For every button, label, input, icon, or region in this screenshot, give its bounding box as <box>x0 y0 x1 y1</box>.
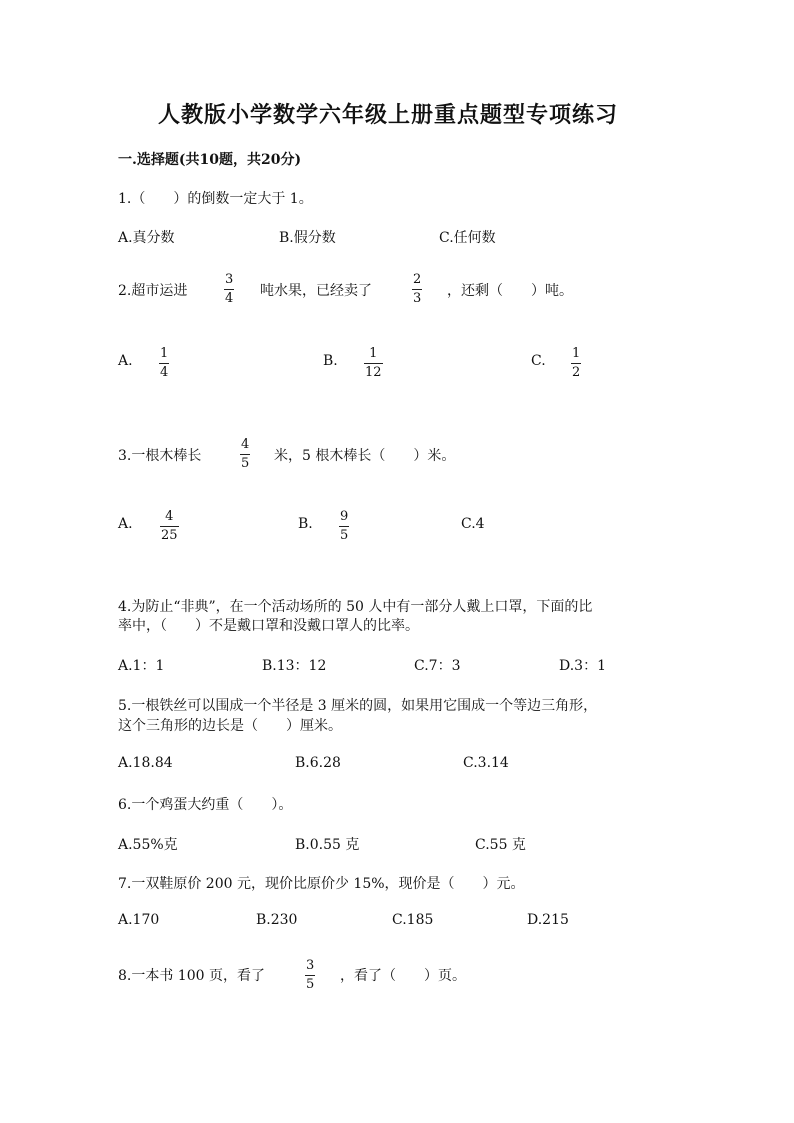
q8-fraction-1 <box>305 958 315 993</box>
question-2-prefix: 2.超市运进 <box>118 283 188 299</box>
q4-option-a: A.1：1 <box>118 658 165 674</box>
numerator: 4 <box>241 437 250 452</box>
denominator: 4 <box>225 291 234 306</box>
q1-option-b: B.假分数 <box>279 230 336 246</box>
q2-fraction-2 <box>412 272 422 307</box>
q3-option-b-fraction <box>339 509 349 544</box>
q3-option-a-fraction <box>160 509 179 544</box>
q5-option-c: C.3.14 <box>463 755 509 771</box>
q4-option-d: D.3：1 <box>559 658 606 674</box>
numerator: 1 <box>369 346 378 361</box>
q4-option-c: C.7：3 <box>414 658 461 674</box>
numerator: 3 <box>225 272 234 287</box>
question-2-suffix: ，还剩（ ）吨。 <box>447 283 573 299</box>
q7-option-b: B.230 <box>256 912 298 928</box>
denominator: 4 <box>160 365 169 380</box>
q1-option-a: A.真分数 <box>118 230 175 246</box>
q2-option-b-fraction <box>364 346 383 381</box>
q5-option-a: A.18.84 <box>118 755 173 771</box>
question-5-line-2: 这个三角形的边长是（ ）厘米。 <box>118 718 342 734</box>
question-4-line-1: 4.为防止“非典”，在一个活动场所的 50 人中有一部分人戴上口罩，下面的比 <box>118 599 593 615</box>
denominator: 2 <box>572 365 581 380</box>
q2-option-a-fraction <box>159 346 169 381</box>
section-heading: 一.选择题(共10题，共20分) <box>118 152 302 168</box>
q3-fraction-1 <box>240 437 250 472</box>
q6-option-b: B.0.55 克 <box>295 837 360 853</box>
denominator: 25 <box>161 528 178 543</box>
q7-option-d: D.215 <box>527 912 569 928</box>
question-2-middle: 吨水果，已经卖了 <box>260 283 372 299</box>
q2-fraction-1 <box>224 272 234 307</box>
question-5-line-1: 5.一根铁丝可以围成一个半径是 3 厘米的圆，如果用它围成一个等边三角形， <box>118 698 598 714</box>
q7-option-a: A.170 <box>118 912 160 928</box>
q3-option-c: C.4 <box>461 516 485 532</box>
denominator: 3 <box>413 291 422 306</box>
numerator: 1 <box>160 346 169 361</box>
denominator: 12 <box>365 365 382 380</box>
q5-option-b: B.6.28 <box>295 755 341 771</box>
q3-option-a-label: A. <box>118 516 133 532</box>
page-title: 人教版小学数学六年级上册重点题型专项练习 <box>158 102 619 128</box>
numerator: 4 <box>165 509 174 524</box>
q2-option-a-label: A. <box>118 353 133 369</box>
q2-option-c-fraction <box>571 346 581 381</box>
q2-option-b-label: B. <box>323 353 338 369</box>
q4-option-b: B.13：12 <box>262 658 327 674</box>
question-4-line-2: 率中，（ ）不是戴口罩和没戴口罩人的比率。 <box>118 618 419 634</box>
q2-option-c-label: C. <box>531 353 546 369</box>
numerator: 1 <box>572 346 581 361</box>
numerator: 9 <box>340 509 349 524</box>
question-3-suffix: 米，5 根木棒长（ ）米。 <box>274 448 456 464</box>
numerator: 2 <box>413 272 422 287</box>
question-1: 1.（ ）的倒数一定大于 1。 <box>118 191 313 207</box>
denominator: 5 <box>306 977 315 992</box>
q6-option-c: C.55 克 <box>475 837 526 853</box>
question-3-prefix: 3.一根木棒长 <box>118 448 202 464</box>
question-8-prefix: 8.一本书 100 页，看了 <box>118 968 265 984</box>
question-7: 7.一双鞋原价 200 元，现价比原价少 15%，现价是（ ）元。 <box>118 876 525 892</box>
denominator: 5 <box>340 528 349 543</box>
numerator: 3 <box>306 958 315 973</box>
q3-option-b-label: B. <box>298 516 313 532</box>
q7-option-c: C.185 <box>392 912 434 928</box>
question-6: 6.一个鸡蛋大约重（ ）。 <box>118 797 293 813</box>
question-8-suffix: ，看了（ ）页。 <box>340 968 466 984</box>
denominator: 5 <box>241 456 250 471</box>
q6-option-a: A.55%克 <box>118 837 178 853</box>
q1-option-c: C.任何数 <box>439 230 496 246</box>
